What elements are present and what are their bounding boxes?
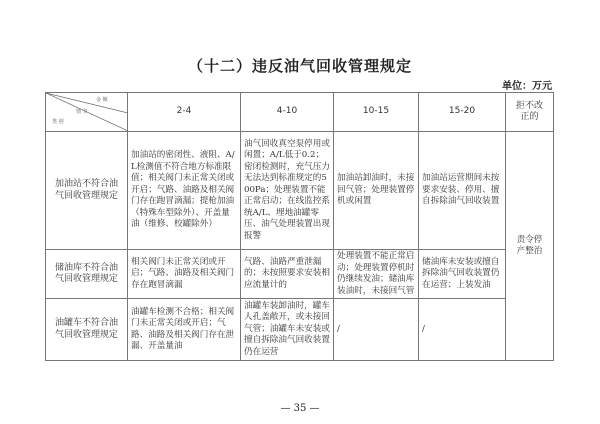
col-header-4-10: 4-10 [241,93,334,132]
page-title: （十二）违反油气回收管理规定 [187,57,412,75]
table-cell: / [334,299,419,361]
table-cell: 储油库未安装或擅自拆除油气回收装置仍在运营；上装发油 [419,250,506,299]
corner-circumstance: 情 节 [76,109,88,115]
table-cell: 相关阀门未正常关闭或开启；气路、油路及相关阀门存在跑冒滴漏 [128,250,241,299]
header-row [46,93,554,132]
col-header-2-4: 2-4 [128,93,241,132]
refuse-penalty-cell: 责令停产整治 [506,132,554,361]
row-category: 油罐车不符合油气回收管理规定 [46,299,128,361]
table-row [46,132,554,250]
table-cell: 加油站运营期间未按要求安装、停用、擅自拆除油气回收装置 [419,132,506,250]
row-category: 储油库不符合油气回收管理规定 [46,250,128,299]
table-cell: 加油站的密闭性、液阻、A/L检测值不符合地方标准限值；相关阀门未正常关闭或开启；气路、油路及相关阀门存在跑冒滴漏；提枪加油（特殊车型除外）、开盖量油（维修、校罐除外） [128,132,241,250]
table-cell: 加油站卸油时，未接回气管；处理装置停机或闲置 [334,132,419,250]
table-row [46,250,554,299]
col-header-15-20: 15-20 [419,93,506,132]
table-cell: 油气回收真空泵停用或闲置；A/L低于0.2；密闭检测时，充气压力无法达到标准规定的500Pa；处理装置不能正常启动；在线监控系统A/L、埋地油罐零压、油气处理装置出现报警 [241,132,334,250]
page-number: — 35 — [280,403,320,414]
penalty-table [45,92,554,361]
table-cell: 油罐车检测不合格；相关阀门未正常关闭或开启；气路、油路及相关阀门存在泄漏、开盖量油 [128,299,241,361]
col-header-refuse: 拒不改正的 [506,93,554,132]
table-cell: 油罐车装卸油时，罐车人孔盖敞开，或未接回气管；油罐车未安装或擅自拆除油气回收装置仍在运营 [241,299,334,361]
table-cell: / [419,299,506,361]
table-cell: 气路、油路严重泄漏的；未按照要求安装相应流量计的 [241,250,334,299]
col-header-10-15: 10-15 [334,93,419,132]
table-row [46,299,554,361]
row-category: 加油站不符合油气回收管理规定 [46,132,128,250]
unit-label: 单位：万元 [502,81,552,92]
corner-amount: 金 额 [96,97,108,103]
corner-header [46,93,128,132]
table-cell: 处理装置不能正常启动；处理装置停机时仍继续发油；储油库装油时，未接回气管 [334,250,419,299]
corner-category: 类 别 [52,119,64,125]
